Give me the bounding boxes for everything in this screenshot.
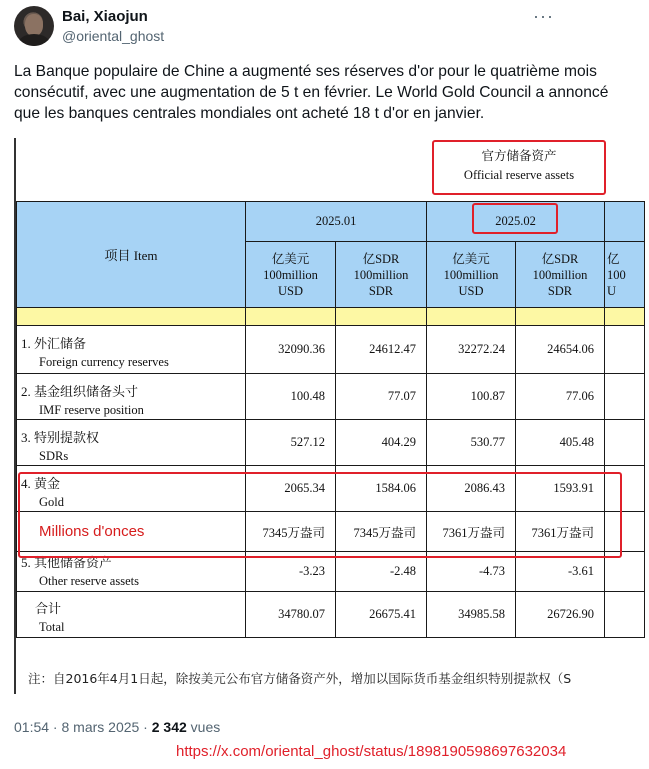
- highlight-box-gold: [18, 472, 622, 558]
- author-block[interactable]: [62, 7, 164, 46]
- cell-value: 32272.24: [427, 326, 516, 374]
- view-count: 2 342: [151, 719, 187, 735]
- official-title-cn: 官方储备资产: [481, 149, 557, 163]
- reserve-table: [16, 201, 645, 638]
- cell-value: 530.77: [427, 420, 516, 466]
- cell-value: 7361万盎司: [427, 512, 516, 552]
- tweet-meta: [14, 719, 220, 735]
- author-avatar[interactable]: [14, 6, 54, 46]
- author-handle[interactable]: @oriental_ghost: [62, 28, 165, 44]
- unit-header: 亿美元 100million USD: [246, 242, 336, 308]
- row-label: 合计 Total: [17, 592, 246, 638]
- cell-value: 77.06: [516, 374, 605, 420]
- author-name[interactable]: Bai, Xiaojun: [62, 8, 148, 25]
- official-title-en: Official reserve assets: [463, 168, 575, 182]
- highlight-box-month: [472, 203, 558, 234]
- row-label: 1. 外汇储备 Foreign currency reserves: [17, 326, 246, 374]
- more-options-icon[interactable]: ···: [533, 6, 554, 26]
- cell-value: 2065.34: [246, 466, 336, 512]
- cell-value: 404.29: [336, 420, 427, 466]
- cell-value: 7361万盎司: [516, 512, 605, 552]
- cell-value: 1584.06: [336, 466, 427, 512]
- view-label: vues: [186, 719, 221, 735]
- highlight-box-official: [432, 140, 606, 195]
- table-footnote: 注：自2016年4月1日起，除按美元公布官方储备资产外，增加以国际货币基金组织特别提款权（S: [28, 671, 572, 686]
- cell-value: 405.48: [516, 420, 605, 466]
- cell-value: 26726.90: [516, 592, 605, 638]
- tweet-image[interactable]: [14, 138, 649, 694]
- unit-header: 亿SDR 100million SDR: [336, 242, 427, 308]
- month-header-2: 2025.02: [427, 202, 605, 242]
- unit-header-cut: 亿 100 U: [605, 242, 645, 308]
- cell-value: -3.23: [246, 552, 336, 592]
- gold-ounces-label: Millions d'onces: [17, 512, 246, 552]
- cell-value: 24612.47: [336, 326, 427, 374]
- source-url: https://x.com/oriental_ghost/status/1898190598697632034: [176, 743, 567, 760]
- cell-value: 32090.36: [246, 326, 336, 374]
- month-header-cut: [605, 202, 645, 242]
- avatar-face: [25, 14, 43, 36]
- cell-value: 1593.91: [516, 466, 605, 512]
- unit-header: 亿SDR 100million SDR: [516, 242, 605, 308]
- row-label: 5. 其他储备资产 Other reserve assets: [17, 552, 246, 592]
- tweet-text: La Banque populaire de Chine a augmenté ses réserves d'or pour le quatrième mois consécutif, avec une augmentation de 5 t en février. Le World Gold Council a annoncé que les banques centrales mondiales ont acheté 18 t d'or en janvier.: [14, 63, 609, 122]
- yellow-separator-row: [17, 308, 645, 326]
- cell-value: 7345万盎司: [336, 512, 427, 552]
- cell-value: -4.73: [427, 552, 516, 592]
- cell-value: 100.48: [246, 374, 336, 420]
- cell-value: 34985.58: [427, 592, 516, 638]
- row-label: 2. 基金组织储备头寸 IMF reserve position: [17, 374, 246, 420]
- item-header: 项目 Item: [17, 202, 246, 308]
- table-row: [17, 374, 645, 420]
- cell-value: 7345万盎司: [246, 512, 336, 552]
- cell-value: 77.07: [336, 374, 427, 420]
- cell-value: -3.61: [516, 552, 605, 592]
- avatar-body: [18, 34, 50, 46]
- row-label: 3. 特别提款权 SDRs: [17, 420, 246, 466]
- tweet-timestamp[interactable]: 01:54 · 8 mars 2025 ·: [14, 719, 152, 735]
- unit-header: 亿美元 100million USD: [427, 242, 516, 308]
- cell-value: 527.12: [246, 420, 336, 466]
- cell-value: 26675.41: [336, 592, 427, 638]
- cell-value: 2086.43: [427, 466, 516, 512]
- table-row: [17, 420, 645, 466]
- row-label: 4. 黄金 Gold: [17, 466, 246, 512]
- table-row-total: [17, 592, 645, 638]
- cell-value: -2.48: [336, 552, 427, 592]
- cell-value: 24654.06: [516, 326, 605, 374]
- cell-value: 100.87: [427, 374, 516, 420]
- month-header-1: 2025.01: [246, 202, 427, 242]
- cell-value: 34780.07: [246, 592, 336, 638]
- table-row: [17, 326, 645, 374]
